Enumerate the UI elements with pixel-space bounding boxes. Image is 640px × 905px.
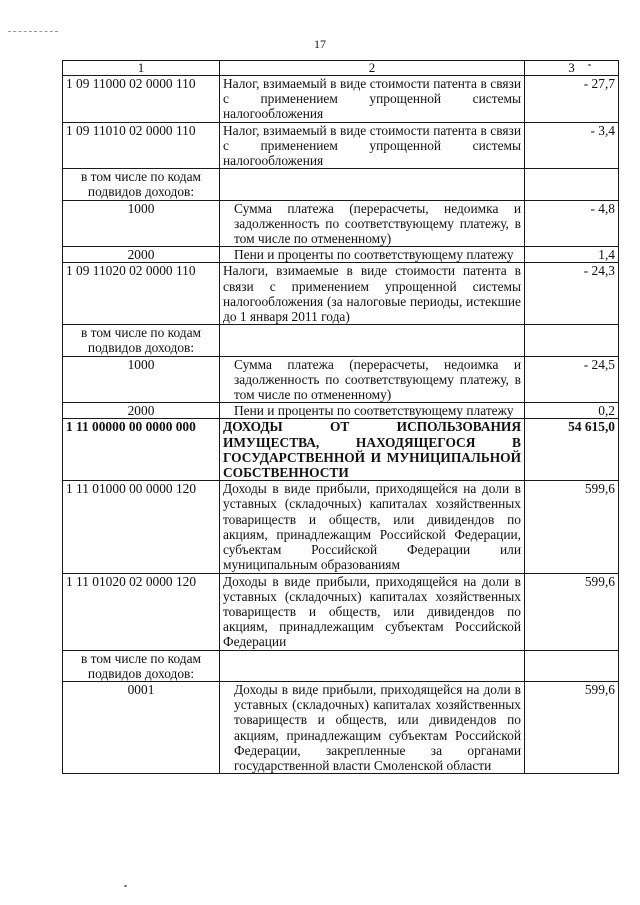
row-name: Пени и проценты по соответствующему платежу: [220, 247, 525, 263]
scan-artifact-dot: [124, 885, 127, 887]
empty-cell: [525, 325, 619, 356]
column-header-code: 1: [63, 61, 220, 76]
row-subcode: 1000: [63, 200, 220, 247]
row-name: Доходы в виде прибыли, приходящейся на доли в уставных (складочных) капиталах хозяйственных товариществ и обществ, или дивидендов по акциям, принадлежащим Российской Федерации, субъектам Российской Федерации или муниципальным образованиям: [220, 481, 525, 573]
empty-cell: [220, 169, 525, 200]
row-amount: 1,4: [525, 247, 619, 263]
row-amount: - 24,3: [525, 263, 619, 325]
row-amount: 599,6: [525, 573, 619, 650]
row-amount: 599,6: [525, 681, 619, 773]
column-header-name: 2: [220, 61, 525, 76]
table-row: [63, 263, 619, 325]
row-name: Сумма платежа (перерасчеты, недоимка и задолженность по соответствующему платежу, в том числе по отмененному): [220, 356, 525, 403]
row-code: 1 11 01000 00 0000 120: [63, 481, 220, 573]
table-row: [63, 122, 619, 169]
row-subcode: 0001: [63, 681, 220, 773]
table-row: [63, 76, 619, 123]
row-code: 1 09 11000 02 0000 110: [63, 76, 220, 123]
row-code: 1 09 11010 02 0000 110: [63, 122, 220, 169]
row-subcode: 2000: [63, 403, 220, 419]
row-amount: - 24,5: [525, 356, 619, 403]
empty-cell: [220, 325, 525, 356]
table-row: [63, 200, 619, 247]
empty-cell: [525, 169, 619, 200]
empty-cell: [220, 650, 525, 681]
row-code: 1 11 01020 02 0000 120: [63, 573, 220, 650]
page-number: 17: [314, 37, 326, 51]
row-subcode: 2000: [63, 247, 220, 263]
row-subcode: 1000: [63, 356, 220, 403]
group-label: в том числе по кодам подвидов доходов:: [63, 169, 220, 200]
row-amount: - 4,8: [525, 200, 619, 247]
row-amount: - 3,4: [525, 122, 619, 169]
row-name: Сумма платежа (перерасчеты, недоимка и задолженность по соответствующему платежу, в том числе по отмененному): [220, 200, 525, 247]
table-row: [63, 356, 619, 403]
empty-cell: [525, 650, 619, 681]
column-header-amount: 3: [525, 61, 619, 76]
row-name: Налог, взимаемый в виде стоимости патента в связи с применением упрощенной системы налогообложения: [220, 76, 525, 123]
table-row-group-label: [63, 169, 619, 200]
table-row: [63, 481, 619, 573]
table-row: [63, 573, 619, 650]
group-label: в том числе по кодам подвидов доходов:: [63, 325, 220, 356]
row-amount: - 27,7: [525, 76, 619, 123]
row-name: ДОХОДЫ ОТ ИСПОЛЬЗОВАНИЯ ИМУЩЕСТВА, НАХОДЯЩЕГОСЯ В ГОСУДАРСТВЕННОЙ И МУНИЦИПАЛЬНОЙ СОБСТВЕННОСТИ: [220, 419, 525, 481]
row-code: 1 11 00000 00 0000 000: [63, 419, 220, 481]
row-name: Доходы в виде прибыли, приходящейся на доли в уставных (складочных) капиталах хозяйственных товариществ и обществ, или дивидендов по акциям, принадлежащим субъектам Российской Федерации: [220, 573, 525, 650]
row-name: Доходы в виде прибыли, приходящейся на доли в уставных (складочных) капиталах хозяйственных товариществ и обществ, или дивидендов по акциям, принадлежащим субъектам Российской Федерации, закрепленные за органами государственной власти Смоленской области: [220, 681, 525, 773]
table-row-group-label: [63, 325, 619, 356]
row-amount: 54 615,0: [525, 419, 619, 481]
row-code: 1 09 11020 02 0000 110: [63, 263, 220, 325]
table-row: [63, 403, 619, 419]
row-name: Пени и проценты по соответствующему платежу: [220, 403, 525, 419]
row-amount: 0,2: [525, 403, 619, 419]
scan-artifact-line: [8, 31, 58, 32]
group-label: в том числе по кодам подвидов доходов:: [63, 650, 220, 681]
table-row: [63, 247, 619, 263]
table-row: [63, 681, 619, 773]
row-amount: 599,6: [525, 481, 619, 573]
table-row-section: [63, 419, 619, 481]
table-header-row: [63, 61, 619, 76]
table-row-group-label: [63, 650, 619, 681]
row-name: Налоги, взимаемые в виде стоимости патента в связи с применением упрощенной системы налогообложения (за налоговые периоды, истекшие до 1 января 2011 года): [220, 263, 525, 325]
revenue-table: [62, 60, 619, 774]
row-name: Налог, взимаемый в виде стоимости патента в связи с применением упрощенной системы налогообложения: [220, 122, 525, 169]
